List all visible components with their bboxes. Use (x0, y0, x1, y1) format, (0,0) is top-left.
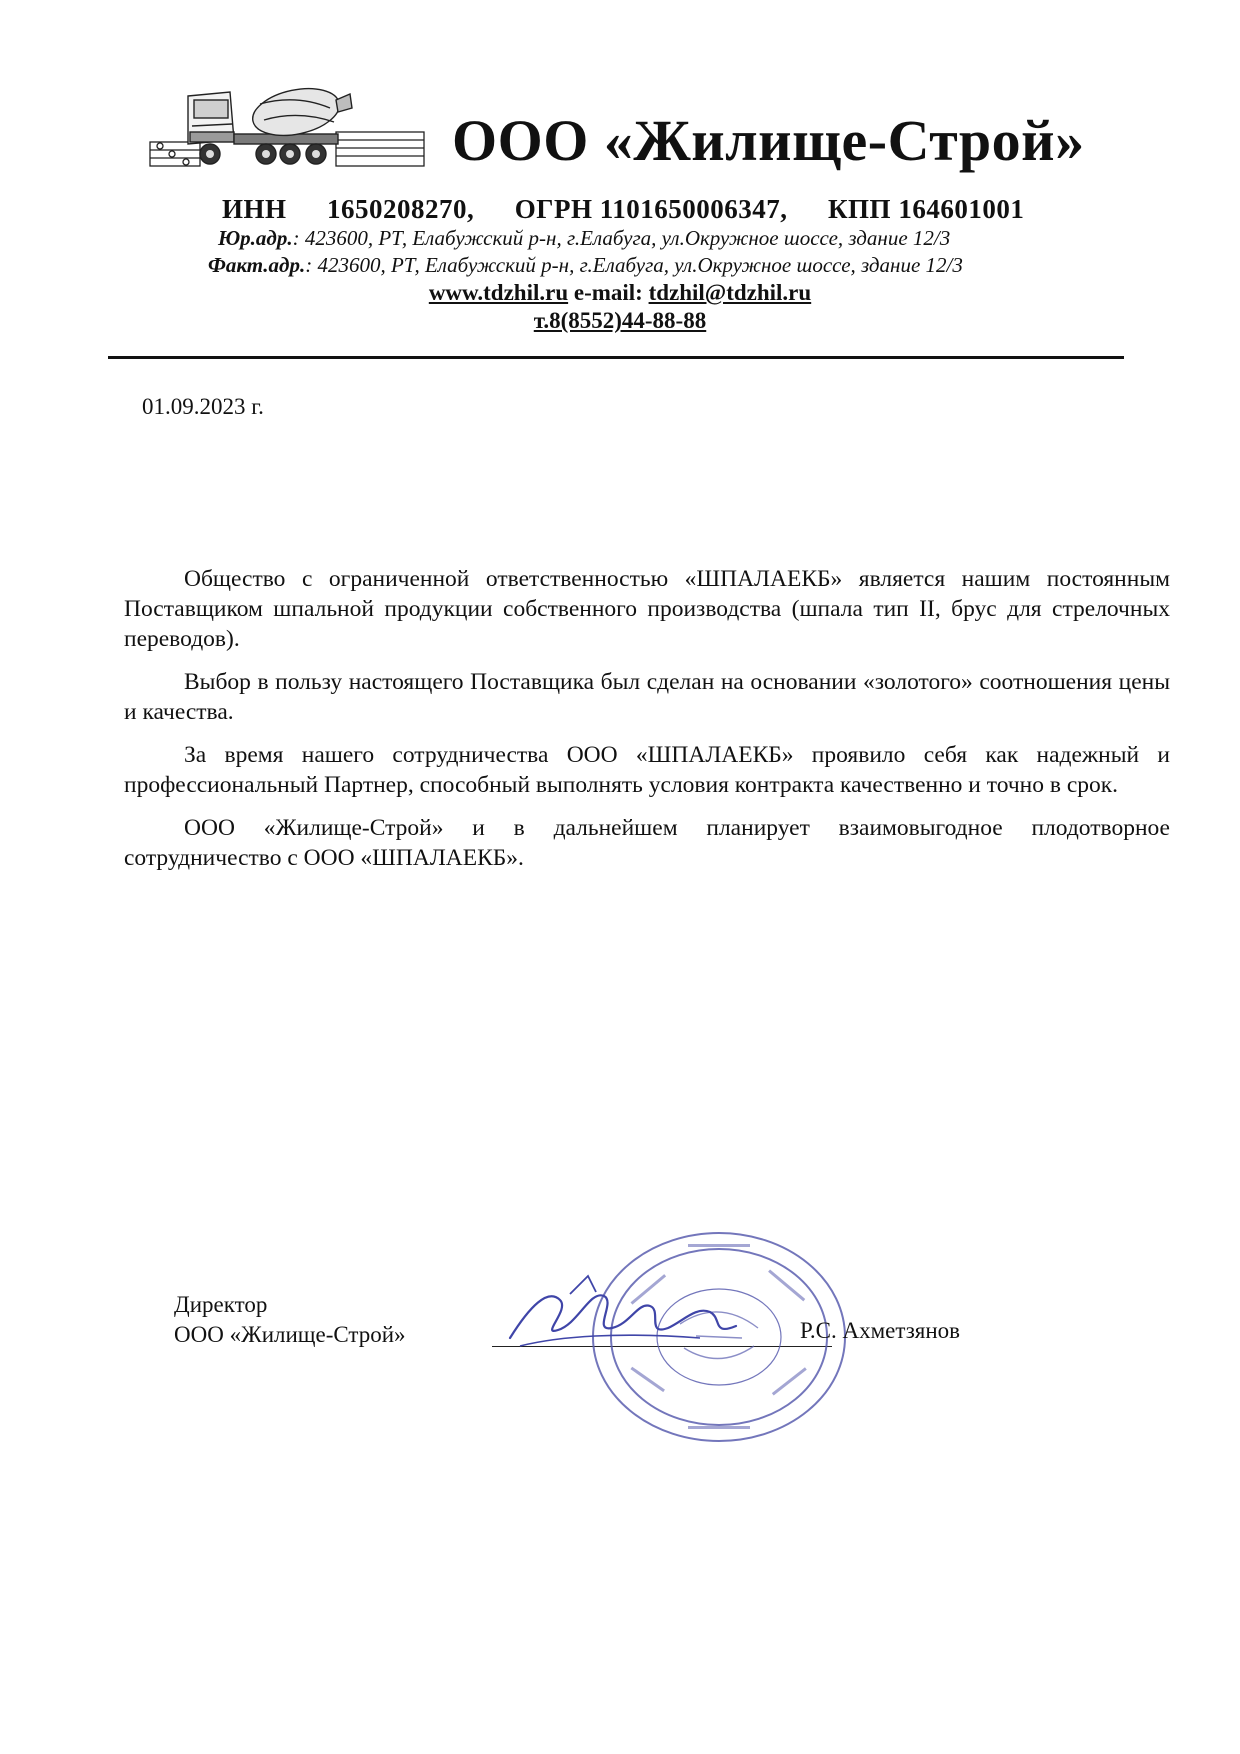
phone-number: т.8(8552)44-88-88 (533, 308, 707, 333)
handwritten-signature (500, 1266, 760, 1366)
email-label: e-mail: (573, 280, 643, 305)
inn-label: ИНН (222, 194, 287, 224)
email-link[interactable]: tdzhil@tdzhil.ru (648, 280, 812, 305)
letter-body (124, 564, 1170, 886)
company-name: ООО «Жилище-Строй» (452, 108, 1085, 173)
signer-position: Директор (174, 1292, 268, 1317)
ogrn-label: ОГРН (514, 194, 593, 224)
legal-address-label: Юр.адр. (218, 226, 293, 250)
registration-details (222, 194, 1024, 225)
company-logo (148, 78, 426, 170)
inn-value: 1650208270, (327, 194, 475, 224)
kpp-label: КПП (827, 194, 892, 224)
signer-title (174, 1290, 406, 1350)
signer-name: Р.С. Ахметзянов (800, 1318, 961, 1343)
website-link[interactable]: www.tdzhil.ru (428, 280, 569, 305)
paragraph-future: ООО «Жилище-Строй» и в дальнейшем планирует взаимовыгодное плодотворное сотрудничество с ООО «ШПАЛАЕКБ». (124, 815, 1170, 871)
kpp-value: 164601001 (898, 194, 1025, 224)
paragraph-choice: Выбор в пользу настоящего Поставщика был сделан на основании «золотого» соотношения цены и качества. (124, 669, 1170, 725)
contacts-line (0, 280, 1240, 306)
signer-organization: ООО «Жилище-Строй» (174, 1322, 406, 1347)
header-divider (108, 356, 1124, 359)
actual-address-value: : 423600, РТ, Елабужский р-н, г.Елабуга, ул.Окружное шоссе, здание 12/3 (305, 253, 963, 277)
actual-address (208, 253, 963, 278)
paragraph-cooperation: За время нашего сотрудничества ООО «ШПАЛАЕКБ» проявило себя как надежный и профессиональный Партнер, способный выполнять условия контракта качественно и точно в срок. (124, 742, 1170, 798)
legal-address (218, 226, 950, 251)
paragraph-supplier: Общество с ограниченной ответственностью «ШПАЛАЕКБ» является нашим постоянным Поставщиком шпальной продукции собственного производства (шпала тип II, брус для стрелочных переводов). (124, 566, 1170, 652)
actual-address-label: Факт.адр. (208, 253, 306, 277)
mixer-truck-icon (188, 81, 352, 164)
ogrn-value: 1101650006347, (599, 194, 788, 224)
letter-date: 01.09.2023 г. (142, 394, 264, 419)
legal-address-value: : 423600, РТ, Елабужский р-н, г.Елабуга, ул.Окружное шоссе, здание 12/3 (292, 226, 951, 250)
